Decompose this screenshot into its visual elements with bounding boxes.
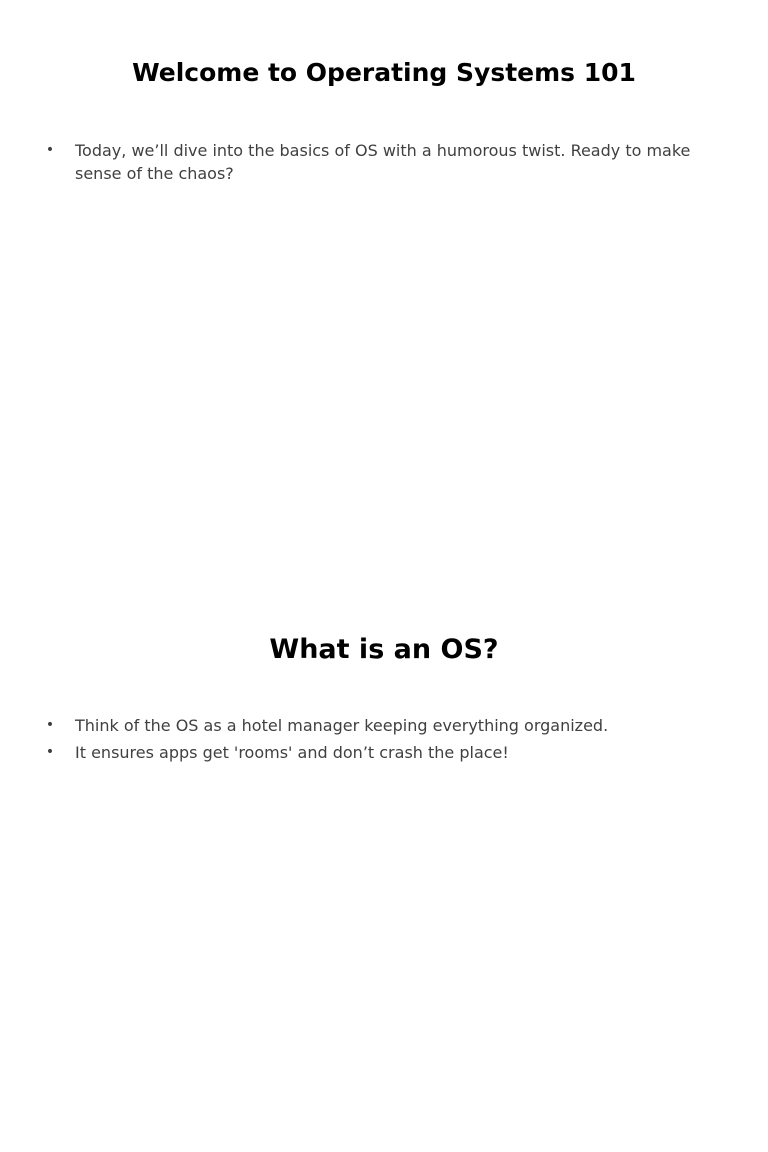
slide-title: Welcome to Operating Systems 101 — [132, 58, 636, 87]
bullet-icon: • — [45, 744, 55, 760]
bullet-text: It ensures apps get 'rooms' and don’t crash the place! — [75, 743, 509, 762]
bullet-icon: • — [45, 142, 55, 158]
slide-what-is-os — [0, 576, 768, 1152]
bullet-item — [44, 714, 734, 737]
bullet-item — [44, 741, 734, 764]
bullet-text: Think of the OS as a hotel manager keeping everything organized. — [75, 716, 609, 735]
slide-title: What is an OS? — [269, 634, 499, 665]
bullet-text: Today, we’ll dive into the basics of OS with a humorous twist. Ready to make sense of the chaos? — [75, 141, 691, 183]
bullet-list — [44, 139, 734, 189]
bullet-item — [44, 139, 734, 185]
bullet-icon: • — [45, 717, 55, 733]
bullet-list — [44, 714, 734, 768]
